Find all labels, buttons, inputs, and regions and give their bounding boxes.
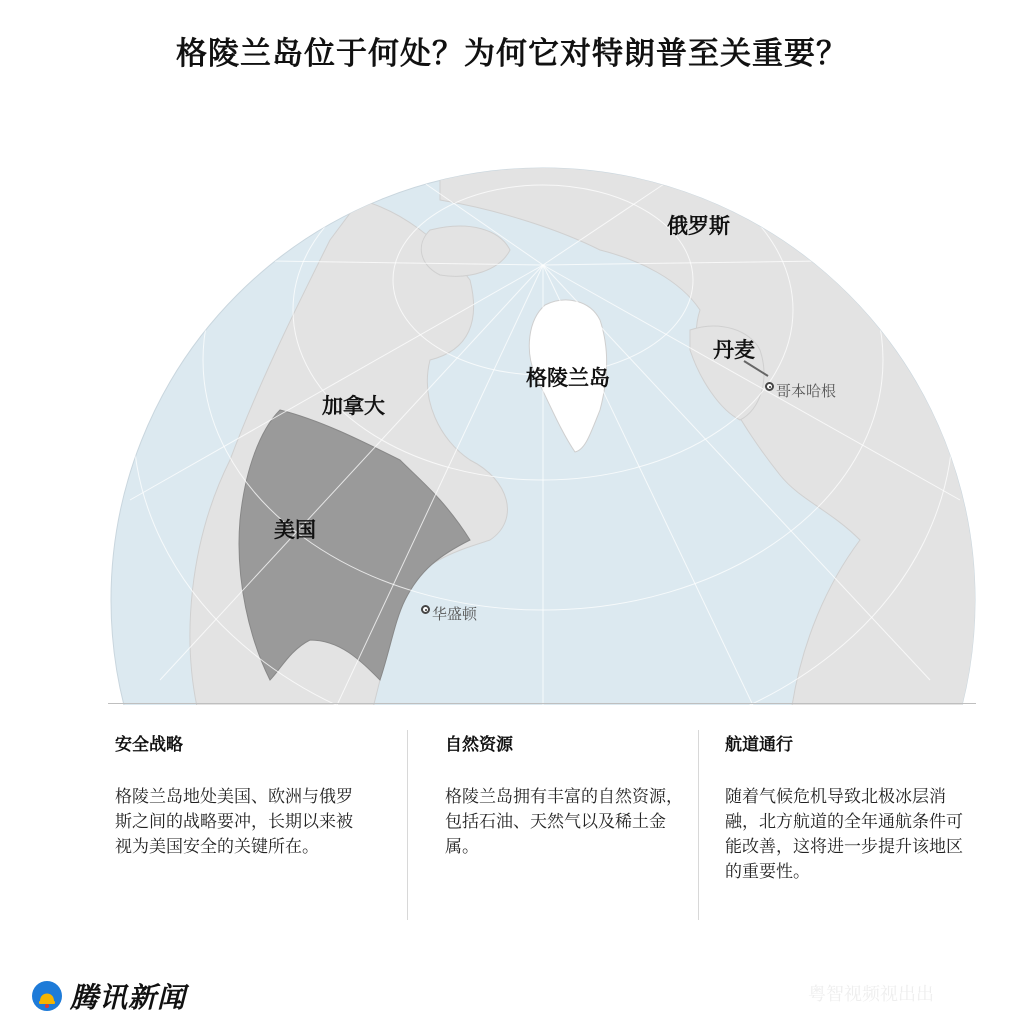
city-name: 哥本哈根 xyxy=(776,382,837,400)
brand-bell-icon xyxy=(30,979,64,1013)
watermark: 粤智视频视出出 xyxy=(808,984,934,1005)
column-divider xyxy=(698,730,699,920)
label-russia: 俄罗斯 xyxy=(667,214,730,238)
page-title: 格陵兰岛位于何处？为何它对特朗普至关重要？ xyxy=(176,36,848,72)
section-body: 格陵兰岛拥有丰富的自然资源，包括石油、天然气以及稀土金属。 xyxy=(445,787,683,857)
label-greenland: 格陵兰岛 xyxy=(526,366,610,390)
section-title: 航道通行 xyxy=(725,735,793,755)
section-body: 随着气候危机导致北极冰层消融，北方航道的全年通航条件可能改善，这将进一步提升该地区的重要性。 xyxy=(725,787,963,882)
city-washington xyxy=(421,595,477,624)
map-baseline xyxy=(108,703,976,704)
label-usa: 美国 xyxy=(274,518,316,542)
brand-name: 腾讯新闻 xyxy=(70,981,187,1014)
column-divider xyxy=(407,730,408,920)
section-shipping xyxy=(725,730,965,885)
city-name: 华盛顿 xyxy=(432,605,478,623)
city-marker-icon xyxy=(765,382,774,391)
label-denmark: 丹麦 xyxy=(713,338,755,362)
section-title: 自然资源 xyxy=(445,735,513,755)
section-title: 安全战略 xyxy=(115,735,183,755)
section-body: 格陵兰岛地处美国、欧洲与俄罗斯之间的战略要冲，长期以来被视为美国安全的关键所在。 xyxy=(115,787,353,857)
city-marker-icon xyxy=(421,605,430,614)
globe-map xyxy=(0,80,1024,705)
section-security xyxy=(115,730,365,860)
label-canada: 加拿大 xyxy=(322,394,385,418)
brand-logo xyxy=(30,976,186,1016)
city-copenhagen xyxy=(765,372,836,401)
section-resources xyxy=(445,730,685,860)
